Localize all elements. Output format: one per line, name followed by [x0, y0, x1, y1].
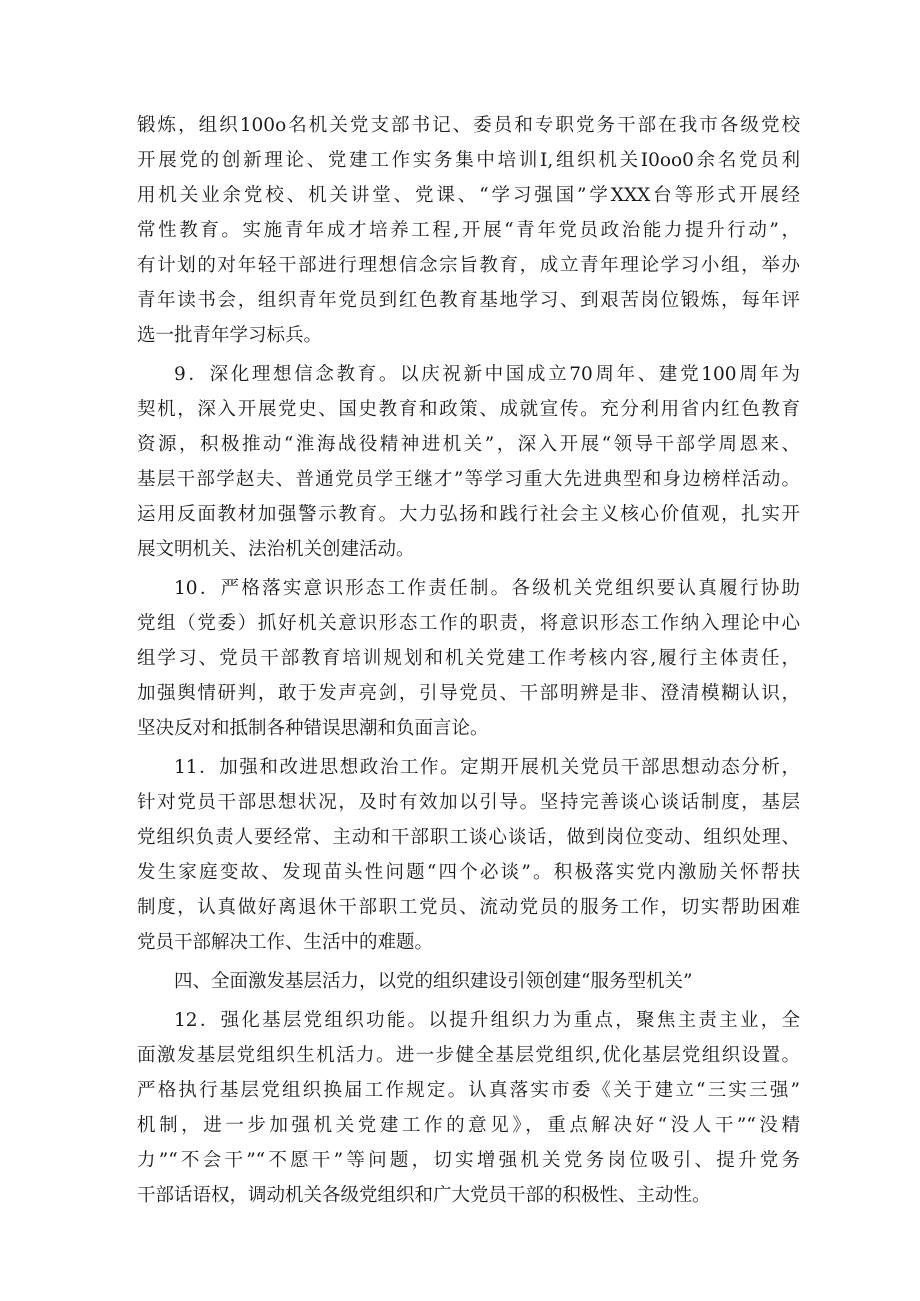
text-line: 发生家庭变故、发现苗头性问题“四个必谈”。积极落实党内激励关怀帮扶: [137, 862, 800, 883]
text-line: 干部话语权，调动机关各级党组织和广大党员干部的积极性、主动性。: [137, 1185, 711, 1206]
text-line: 面激发基层党组织生机活力。进一步健全基层党组织,优化基层党组织设置。: [137, 1045, 800, 1066]
paragraph-item-9: [137, 357, 800, 567]
text-line: 党员干部解决工作、生活中的难题。: [137, 932, 434, 953]
text-line: 开展党的创新理论、党建工作实务集中培训I,组织机关I0oo0余名党员利: [137, 150, 800, 171]
text-line: 坚决反对和抵制各种错误思潮和负面言论。: [137, 718, 489, 739]
text-line: 有计划的对年轻干部进行理想信念宗旨教育，成立青年理论学习小组，举办: [137, 255, 800, 276]
text-line: 党组（党委）抓好机关意识形态工作的职责，将意识形态工作纳入理论中心: [137, 613, 800, 634]
document-page: [137, 108, 800, 1213]
section-heading-4: [137, 964, 800, 999]
text-line: 资源，积极推动“淮海战役精神进机关”，深入开展“领导干部学周恩来、: [137, 434, 800, 455]
text-line: 9．深化理想信念教育。以庆祝新中国成立70周年、建党100周年为: [174, 364, 800, 385]
text-line: 10．严格落实意识形态工作责任制。各级机关党组织要认真履行协助: [174, 578, 800, 599]
text-line: 力”“不会干”“不愿干”等问题，切实增强机关党务岗位吸引、提升党务: [137, 1150, 800, 1171]
section-heading: 四、全面激发基层活力，以党的组织建设引领创建“服务型机关”: [174, 971, 693, 992]
text-line: 选一批青年学习标兵。: [137, 325, 323, 346]
paragraph-item-11: [137, 750, 800, 960]
text-line: 展文明机关、法治机关创建活动。: [137, 539, 415, 560]
text-line: 加强舆情研判，敢于发声亮剑，引导党员、干部明辨是非、澄清模糊认识，: [137, 683, 800, 704]
text-line: 针对党员干部思想状况，及时有效加以引导。坚持完善谈心谈话制度，基层: [137, 792, 800, 813]
text-line: 锻炼，组织100o名机关党支部书记、委员和专职党务干部在我市各级党校: [137, 115, 800, 136]
text-line: 制度，认真做好离退休干部职工党员、流动党员的服务工作，切实帮助困难: [137, 897, 800, 918]
paragraph-training: [137, 108, 800, 353]
text-line: 12．强化基层党组织功能。以提升组织力为重点，聚焦主责主业，全: [174, 1010, 800, 1031]
text-line: 严格执行基层党组织换届工作规定。认真落实市委《关于建立“三实三强”: [137, 1080, 800, 1101]
text-line: 11．加强和改进思想政治工作。定期开展机关党员干部思想动态分析，: [174, 757, 800, 778]
text-line: 运用反面教材加强警示教育。大力弘扬和践行社会主义核心价值观，扎实开: [137, 504, 800, 525]
text-line: 青年读书会，组织青年党员到红色教育基地学习、到艰苦岗位锻炼，每年评: [137, 290, 800, 311]
paragraph-item-10: [137, 571, 800, 746]
text-line: 常性教育。实施青年成才培养工程,开展“青年党员政治能力提升行动”，: [137, 220, 800, 241]
text-line: 契机，深入开展党史、国史教育和政策、成就宣传。充分利用省内红色教育: [137, 399, 800, 420]
text-line: 机制，进一步加强机关党建工作的意见》，重点解决好“没人干”“没精: [137, 1115, 800, 1136]
paragraph-item-12: [137, 1003, 800, 1213]
text-line: 用机关业余党校、机关讲堂、党课、“学习强国”学XXX台等形式开展经: [137, 185, 800, 206]
text-line: 党组织负责人要经常、主动和干部职工谈心谈话，做到岗位变动、组织处理、: [137, 827, 800, 848]
text-line: 组学习、党员干部教育培训规划和机关党建工作考核内容,履行主体责任，: [137, 648, 800, 669]
text-line: 基层干部学赵夫、普通党员学王继才”等学习重大先进典型和身边榜样活动。: [137, 469, 800, 490]
